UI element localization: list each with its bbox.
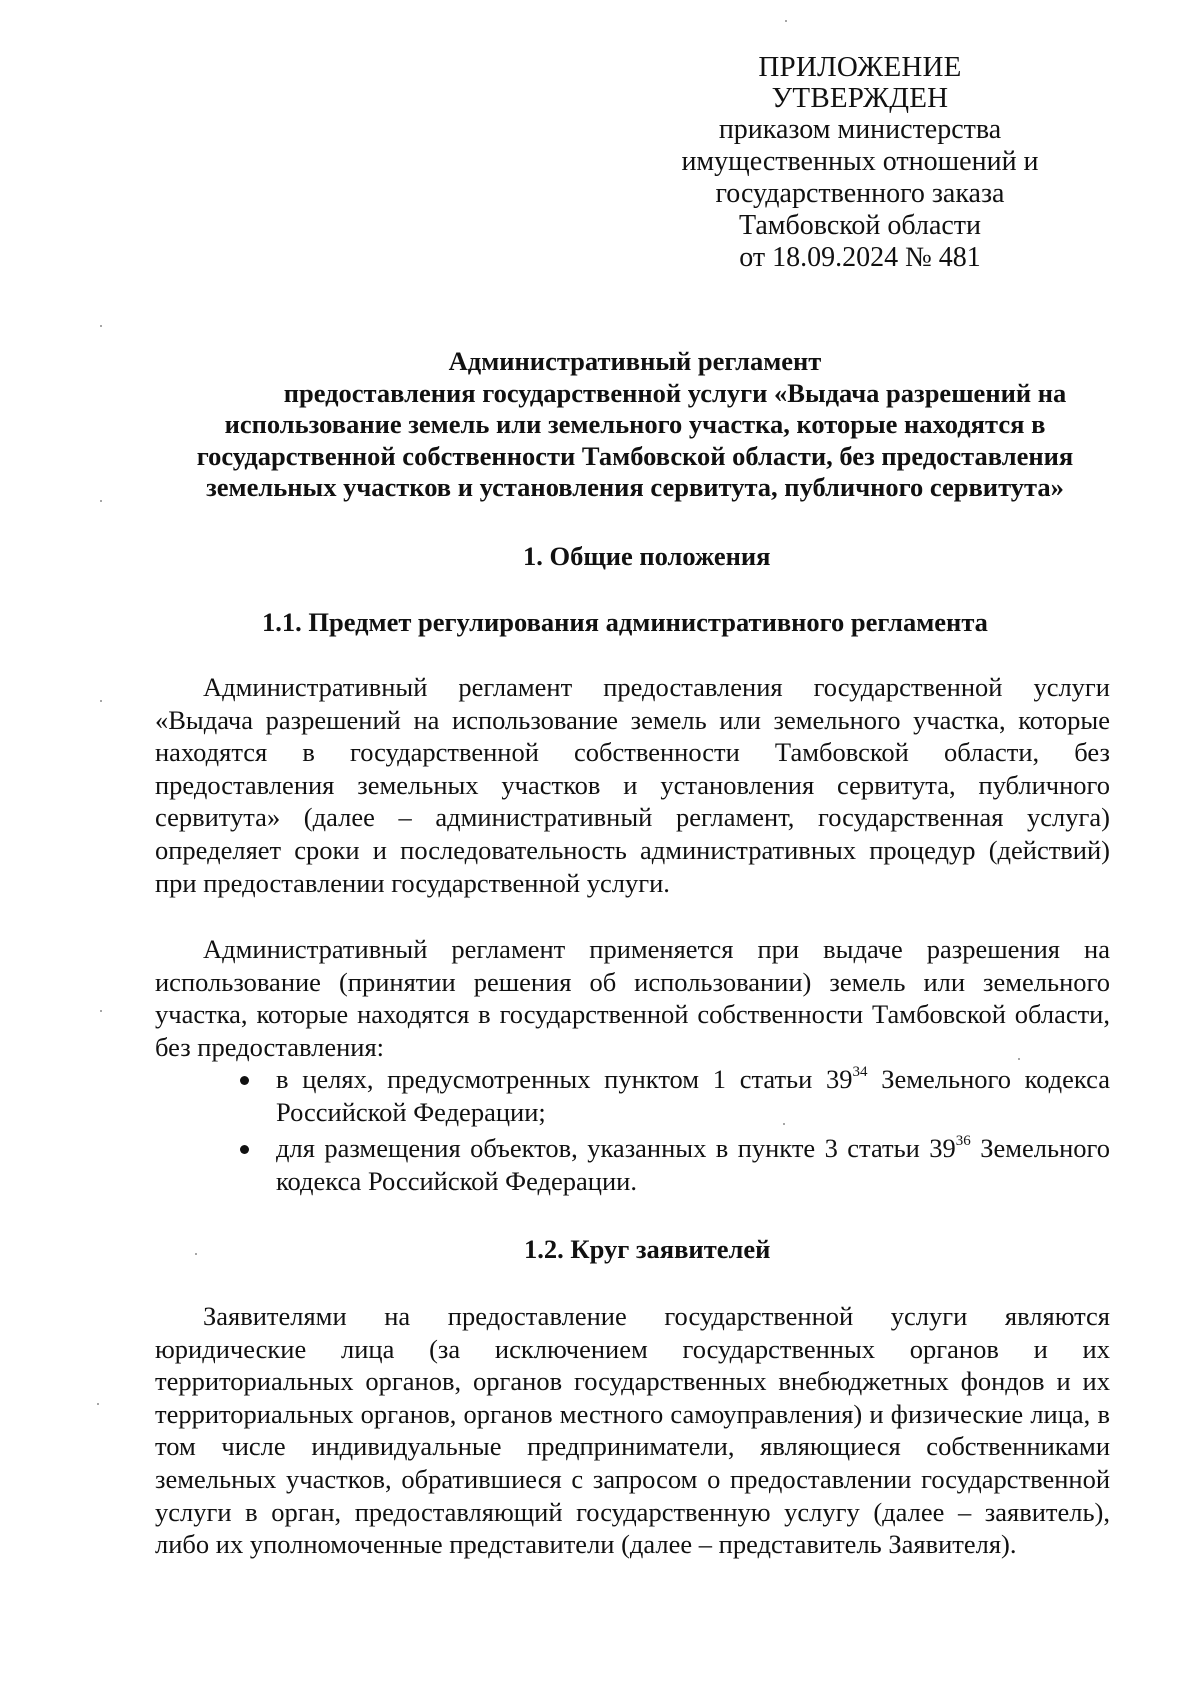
- title-line: Административный регламент: [448, 346, 822, 376]
- list-item: [236, 1132, 1110, 1197]
- appendix-label: ПРИЛОЖЕНИЕ: [758, 51, 962, 83]
- scan-speck: [100, 1010, 102, 1012]
- paragraph-application: Административный регламент применяется при выдаче разрешения на использование (принятии решения об использовании) земель или земельного участка, которые находятся в государственной собственности Тамбовской области, без предоставления:: [155, 934, 1110, 1062]
- scan-speck: [195, 1253, 197, 1255]
- bullet-icon: [240, 1145, 249, 1154]
- title-line: использование земель или земельного участка, которые находятся в: [224, 409, 1046, 439]
- scan-speck: [785, 20, 787, 22]
- title-line: земельных участков и установления сервитута, публичного сервитута»: [206, 472, 1064, 502]
- approval-block: [660, 52, 1060, 274]
- scan-speck: [100, 500, 102, 502]
- order-line: Тамбовской области: [738, 210, 982, 241]
- list-item: [236, 1063, 1110, 1128]
- order-line: приказом министерства: [718, 114, 1002, 145]
- list-item-text: Земельного кодекса Российской Федерации.: [276, 1133, 1110, 1196]
- title-line: предоставления государственной услуги «Выдача разрешений на: [283, 377, 1067, 408]
- order-line: государственного заказа: [715, 178, 1005, 209]
- paragraph-applicants: Заявителями на предоставление государственной услуги являются юридические лица (за исключением государственных органов и их территориальных органов, органов государственных внебюджетных фондов и их территориальных органов, органов местного самоуправления) и физические лица, в том числе индивидуальные предприниматели, являющиеся собственниками земельных участков, обратившиеся с запросом о предоставлении государственной услуги в орган, предоставляющий государственную услугу (далее – заявитель), либо их уполномоченные представители (далее – представитель Заявителя).: [155, 1301, 1110, 1560]
- list-item-text: Земельного кодекса Российской Федерации;: [276, 1064, 1110, 1127]
- paragraph-subject: Административный регламент предоставления государственной услуги «Выдача разрешений на использование земель или земельного участка, которые находятся в государственной собственности Тамбовской области, без предоставления земельных участков и установления сервитута, публичного сервитута» (далее – административный регламент, государственная услуга) определяет сроки и последовательность административных процедур (действий) при предоставлении государственной услуги.: [155, 672, 1110, 898]
- title-line: государственной собственности Тамбовской области, без предоставления: [196, 440, 1074, 471]
- list-item-text: в целях, предусмотренных пунктом 1 статьи 39: [276, 1064, 853, 1094]
- scan-speck: [97, 1403, 99, 1405]
- scan-speck: [100, 325, 102, 327]
- order-line: имущественных отношений и: [681, 146, 1039, 177]
- bullet-icon: [240, 1076, 249, 1085]
- bullet-list: [236, 1063, 1110, 1201]
- scan-speck: [1018, 1058, 1020, 1060]
- subsection-heading-applicants: 1.2. Круг заявителей: [524, 1234, 771, 1264]
- order-date-number: от 18.09.2024 № 481: [739, 242, 981, 273]
- list-item-text: для размещения объектов, указанных в пункте 3 статьи 39: [276, 1133, 956, 1164]
- document-title: [140, 346, 1130, 504]
- superscript: 34: [852, 1064, 868, 1080]
- subsection-heading-subject: 1.1. Предмет регулирования административного регламента: [262, 607, 988, 637]
- scan-speck: [100, 700, 102, 702]
- section-heading-general: 1. Общие положения: [523, 541, 771, 571]
- superscript: 36: [955, 1133, 971, 1150]
- approved-label: УТВЕРЖДЕН: [771, 82, 949, 114]
- scan-speck: [783, 1123, 785, 1125]
